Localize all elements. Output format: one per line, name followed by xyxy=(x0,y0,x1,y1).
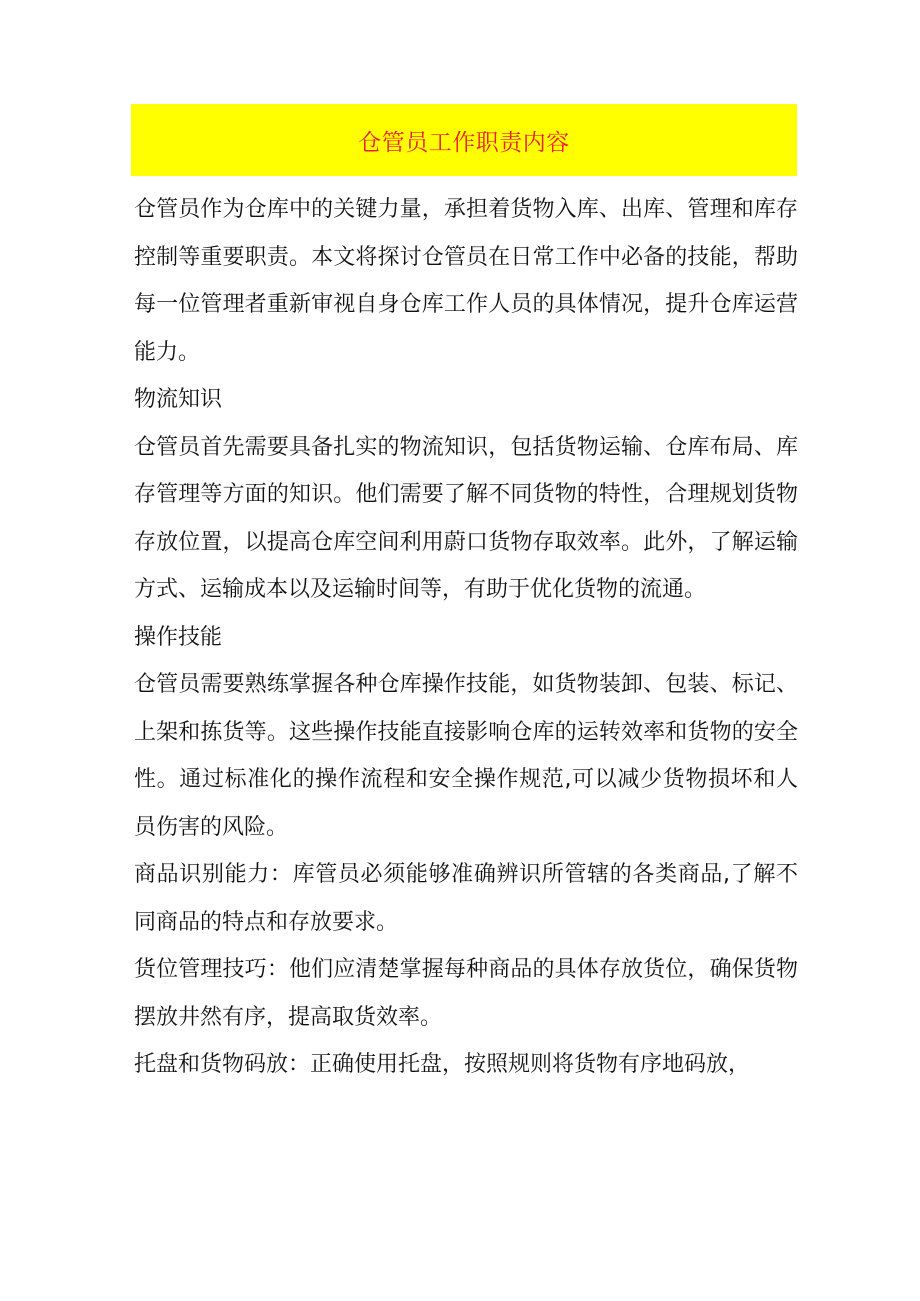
section-heading-operations: 操作技能 xyxy=(134,624,223,650)
section-heading-logistics: 物流知识 xyxy=(134,387,223,412)
item-pallet-stacking: 托盘和货物码放：正确使用托盘，按照规则将货物有序地码放， xyxy=(134,1052,751,1077)
intro-paragraph: 仓管员作为仓库中的关键力量，承担着货物入库、出库、管理和库存控制等重要职责。本文将探讨仓管员在日常工作中必备的技能，帮助每一位管理者重新审视自身仓库工作人员的具体情况，提升仓库运营能力。 xyxy=(134,197,798,365)
item-product-recognition: 商品识别能力：库管员必须能够准确辨识所管辖的各类商品,了解不同商品的特点和存放要求。 xyxy=(134,862,798,935)
operations-paragraph: 仓管员需要熟练掌握各种仓库操作技能，如货物装卸、包装、标记、上架和拣货等。这些操作技能直接影响仓库的运转效率和货物的安全性。通过标准化的操作流程和安全操作规范,可以减少货物损坏和人员伤害的风险。 xyxy=(134,672,798,840)
logistics-paragraph: 仓管员首先需要具备扎实的物流知识，包括货物运输、仓库布局、库存管理等方面的知识。他们需要了解不同货物的特性，合理规划货物存放位置，以提高仓库空间利用蔚口货物存取效率。此外，了解运输方式、运输成本以及运输时间等，有助于优化货物的流通。 xyxy=(134,434,798,602)
title-banner xyxy=(131,104,797,176)
document-title: 仓管员工作职责内容 xyxy=(358,129,570,156)
document-body xyxy=(134,186,798,1089)
item-location-management: 货位管理技巧：他们应清楚掌握每种商品的具体存放货位，确保货物摆放井然有序，提高取货效率。 xyxy=(134,957,798,1030)
